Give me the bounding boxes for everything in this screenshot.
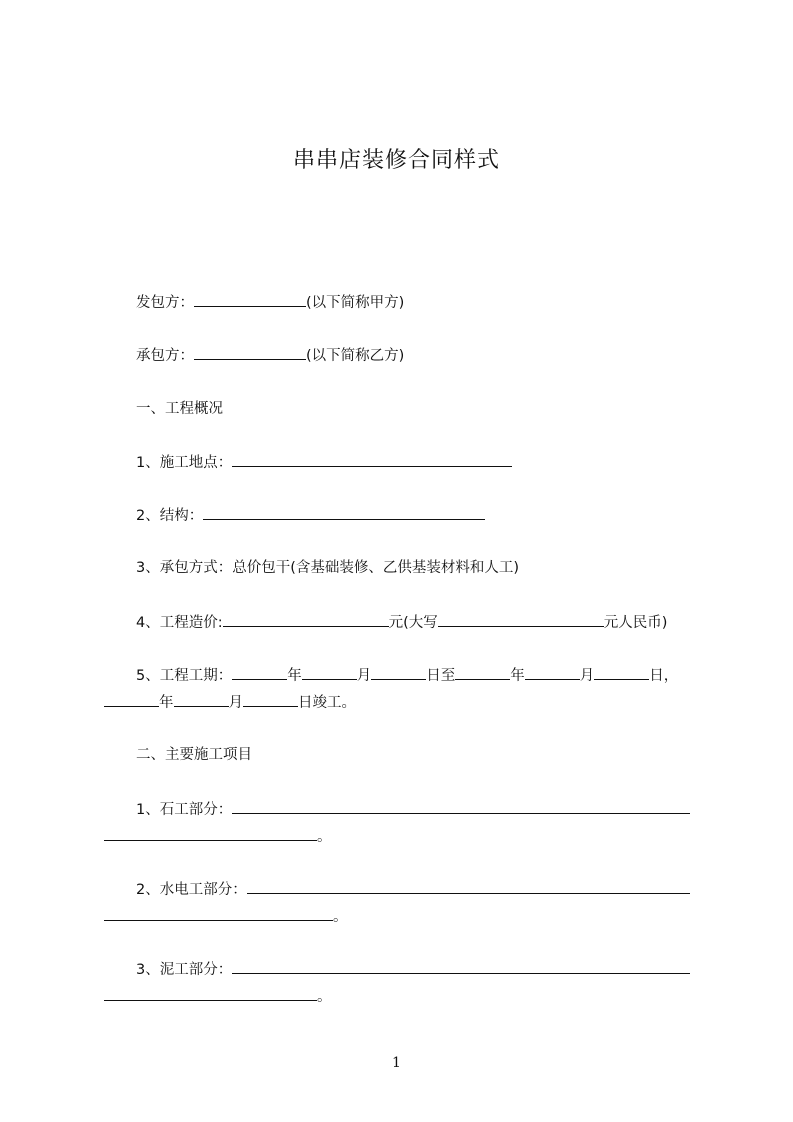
mid-year-blank[interactable]	[455, 665, 510, 680]
party-b-blank[interactable]	[194, 345, 306, 360]
project-cost-rmb: 元人民币)	[603, 615, 668, 631]
end-year-blank[interactable]	[104, 692, 159, 707]
end-month-blank[interactable]	[174, 692, 229, 707]
stonework-blank-2[interactable]	[104, 826, 317, 841]
party-b-line	[136, 345, 404, 366]
page-title: 串串店装修合同样式	[292, 148, 500, 173]
start-month-unit: 月	[356, 668, 372, 684]
page-number: 1	[392, 1055, 401, 1071]
masonry-end: 。	[317, 989, 332, 1005]
mid-month-unit: 月	[579, 668, 595, 684]
start-year-unit: 年	[287, 668, 302, 684]
mid-day-unit: 日，	[649, 668, 679, 684]
section2-heading: 二、主要施工项目	[136, 747, 252, 763]
end-month-unit: 月	[228, 695, 243, 711]
plumbing-electric-label: 2、水电工部分：	[136, 882, 247, 898]
mid-day-blank[interactable]	[594, 665, 649, 680]
plumbing-electric-line-2	[104, 906, 348, 927]
project-cost-words-blank[interactable]	[438, 612, 604, 627]
project-cost-yuan: 元(大写	[388, 615, 438, 631]
masonry-blank-1[interactable]	[232, 959, 690, 974]
schedule-label: 5、工程工期：	[136, 668, 233, 684]
masonry-label: 3、泥工部分：	[136, 962, 233, 978]
start-month-blank[interactable]	[302, 665, 357, 680]
project-cost-blank[interactable]	[223, 612, 389, 627]
masonry-blank-2[interactable]	[104, 986, 317, 1001]
start-day-unit: 日至	[426, 668, 456, 684]
site-location-blank[interactable]	[232, 452, 512, 467]
plumbing-electric-line-1	[136, 879, 690, 900]
party-b-note: (以下简称乙方)	[306, 348, 405, 364]
party-a-line	[136, 292, 404, 313]
plumbing-electric-blank-2[interactable]	[104, 906, 333, 921]
end-year-unit: 年	[159, 695, 174, 711]
structure-blank[interactable]	[203, 505, 485, 520]
stonework-line-1	[136, 799, 690, 820]
project-cost-label: 4、工程造价:	[136, 615, 223, 631]
stonework-line-2	[104, 826, 332, 847]
section1-heading: 一、工程概况	[136, 401, 223, 417]
end-day-unit: 日竣工。	[298, 695, 356, 711]
start-year-blank[interactable]	[232, 665, 287, 680]
stonework-blank-1[interactable]	[232, 799, 690, 814]
contract-method-line: 3、承包方式：总价包干(含基础装修、乙供基装材料和人工)	[136, 560, 520, 576]
party-a-label: 发包方：	[136, 295, 194, 311]
site-location-line	[136, 452, 512, 473]
mid-month-blank[interactable]	[525, 665, 580, 680]
structure-label: 2、结构：	[136, 508, 204, 524]
stonework-label: 1、石工部分：	[136, 802, 233, 818]
masonry-line-1	[136, 959, 690, 980]
schedule-line-2	[104, 692, 356, 713]
project-cost-line	[136, 612, 667, 633]
start-day-blank[interactable]	[371, 665, 426, 680]
site-location-label: 1、施工地点：	[136, 455, 233, 471]
party-a-blank[interactable]	[194, 292, 306, 307]
stonework-end: 。	[317, 829, 332, 845]
plumbing-electric-blank-1[interactable]	[247, 879, 690, 894]
structure-line	[136, 505, 485, 526]
party-b-label: 承包方：	[136, 348, 194, 364]
schedule-line-1	[136, 665, 678, 686]
end-day-blank[interactable]	[243, 692, 298, 707]
plumbing-electric-end: 。	[333, 909, 348, 925]
party-a-note: (以下简称甲方)	[306, 295, 405, 311]
mid-year-unit: 年	[510, 668, 525, 684]
masonry-line-2	[104, 986, 332, 1007]
